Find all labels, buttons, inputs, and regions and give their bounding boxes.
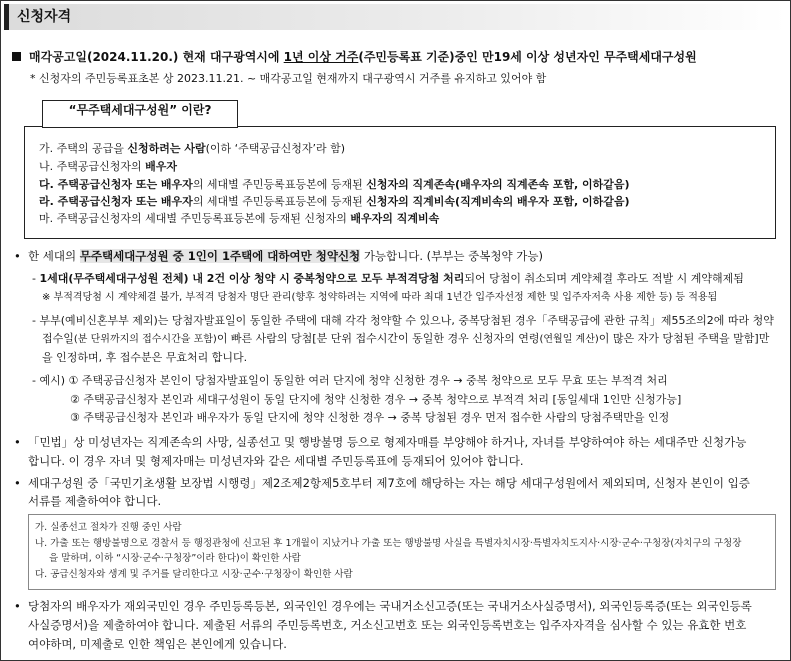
main-requirement: 매각공고일(2024.11.20.) 현재 대구광역시에 1년 이상 거주(주민등록표 기준)중인 만19세 이상 성년자인 무주택세대구성원 [12,49,697,66]
bullet-dot-icon: • [14,599,21,613]
bullet-dot-icon: • [14,249,21,263]
couple-rule-line3: 을 인정하며, 후 접수분은 무효처리 합니다. [42,351,248,364]
bullet-dot-icon: • [14,476,21,490]
bullet-spouse-line3: 여야하며, 미제출로 인한 책임은 본인에게 있습니다. [28,637,287,651]
bullet-one-per-household: • 한 세대의 무주택세대구성원 중 1인이 1주택에 대하여만 청약신청 가능합니다. (부부는 중복청약 가능) [14,249,543,263]
bullet-minor-line2: 합니다. 이 경우 자녀 및 형제자매는 미성년자와 같은 세대별 주민등록표에 등재되어 있어야 합니다. [28,454,524,468]
couple-rule-line2: 접수일(분 단위까지의 접수시간을 포함)이 빠른 사람의 당첨[분 단위 접수시간이 동일한 경우 신청자의 연령(연월일 계산)이 많은 자가 당첨된 주택을 말함]만 [42,332,770,345]
definition-item-c: 다. 주택공급신청자 또는 배우자의 세대별 주민등록표등본에 등재된 신청자의 직계존속(배우자의 직계존속 포함, 이하같음) [39,178,630,191]
square-bullet-icon [12,52,21,61]
bullet-excluded-line2: 서류를 제출하여야 합니다. [28,494,162,508]
definition-box [24,126,776,239]
definition-item-e: 마. 주택공급신청자의 세대별 주민등록표등본에 등재된 신청자의 배우자의 직계비속 [39,212,440,225]
duplicate-application-rule: - 1세대(무주택세대구성원 전체) 내 2건 이상 청약 시 중복청약으로 모두 부적격당첨 처리되어 당첨이 취소되며 계약체결 후라도 적발 시 계약해제됨 [32,272,744,285]
definition-item-d: 라. 주택공급신청자 또는 배우자의 세대별 주민등록표등본에 등재된 신청자의 직계비속(직계비속의 배우자 포함, 이하같음) [39,195,630,208]
note-item-c: 다. 공급신청자와 생계 및 주거를 달리한다고 시장·군수·구청장이 확인한 사람 [35,569,353,580]
definition-title: “무주택세대구성원” 이란? [42,100,238,128]
bullet-excluded-line1: • 세대구성원 중「국민기초생활 보장법 시행령」제2조제2항제5호부터 제7호에 해당하는 자는 해당 세대구성원에서 제외되며, 신청자 본인이 입증 [14,476,750,490]
example-2: ② 주택공급신청자 본인과 세대구성원이 동일 단지에 청약 신청한 경우 → 중복 청약으로 부적격 처리 [동일세대 1인만 신청가능] [70,393,682,406]
bullet-spouse-line2: 사실증명서)을 제출하여야 합니다. 제출된 서류의 주민등록번호, 거소신고번호 또는 외국인등록번호는 입주자자격을 심사할 수 있는 유효한 번호 [28,618,747,632]
ineligible-winner-note: ※ 부적격당첨 시 계약체결 불가, 부적격 당첨자 명단 관리(향후 청약하려는 지역에 따라 최대 1년간 입주자선정 제한 및 입주자저축 사용 제한 등) 등 적용됨 [42,292,718,303]
definition-item-b: 나. 주택공급신청자의 배우자 [39,160,178,173]
example-1: - 예시) ① 주택공급신청자 본인이 당첨자발표일이 동일한 여러 단지에 청약 신청한 경우 → 중복 청약으로 모두 무효 또는 부적격 처리 [32,374,668,387]
bullet-dot-icon: • [14,435,21,449]
section-title: 신청자격 [17,8,72,25]
couple-rule-line1: - 부부(예비신혼부부 제외)는 당첨자발표일이 동일한 주택에 대해 각각 청약할 수 있으나, 중복당첨된 경우「주택공급에 관한 규칙」제55조의2에 따라 청약 [32,314,774,327]
bullet-minor-line1: • 「민법」상 미성년자는 직계존속의 사망, 실종선고 및 행방불명 등으로 형제자매를 부양해야 하거나, 자녀를 부양하여야 하는 세대주만 신청가능 [14,435,747,449]
exclusion-note-box [28,514,776,590]
note-item-b-line1: 나. 가출 또는 행방불명으로 경찰서 등 행정관청에 신고된 후 1개월이 지났거나 가출 또는 행방불명 사실을 특별자치시장·특별자치도지사·시장·군수·구청장(자치구의 구청장 [35,538,742,549]
definition-item-a: 가. 주택의 공급을 신청하려는 사람(이하 ‘주택공급신청자’라 함) [39,142,346,155]
note-item-a: 가. 실종선고 절차가 진행 중인 사람 [35,522,182,533]
section-header [4,4,787,30]
note-item-b-line2: 을 말하며, 이하 “시장·군수·구청장”이라 한다)이 확인한 사람 [49,553,301,564]
residence-note: * 신청자의 주민등록표초본 상 2023.11.21. ~ 매각공고일 현재까지 대구광역시 거주를 유지하고 있어야 함 [30,72,547,85]
bullet-spouse-line1: • 당첨자의 배우자가 재외국민인 경우 주민등록등본, 외국인인 경우에는 국내거소신고증(또는 국내거소사실증명서), 외국인등록증(또는 외국인등록 [14,599,752,613]
example-3: ③ 주택공급신청자 본인과 배우자가 동일 단지에 청약 신청한 경우 → 중복 당첨된 경우 먼저 접수한 사람의 당첨주택만을 인정 [70,411,670,424]
